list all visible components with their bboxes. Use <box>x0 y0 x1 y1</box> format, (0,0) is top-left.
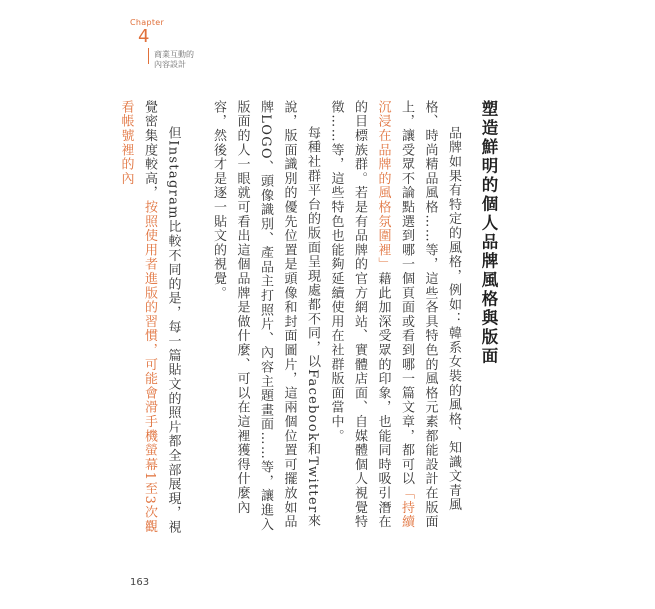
paragraph-2-text: 每種社群平台的版面呈現處都不同，以Facebook和Twitter來說，版面識別的優先位置是頭像和封面圖片，這兩個位置可擺放如品牌LOGO、頭像識別、產品主打照片、內容主題畫面……等，讓進入版面的人一眼就可看出這個品牌是做什麼、可以在這裡獲得什麼內容，然後才是逐一貼文的視覺。 <box>211 100 320 532</box>
paragraph-1-text-end: 藉此加深受眾的印象，也能同時吸引潛在的目標族群。若是有品牌的官方網站、實體店面、自媒體個人視覺特徵……等，這些特色也能夠延續使用在社群版面當中。 <box>328 100 391 530</box>
section-heading: 塑造鮮明的個人品牌風格與版面 <box>479 100 498 366</box>
vertical-body-text <box>118 100 500 540</box>
chapter-divider <box>148 48 149 64</box>
paragraph-1-text: 品牌如果有特定的風格，例如：韓系女裝的風格、知識文青風格、時尚精品風格……等，這些各具特色的風格元素都能設計在版面上，讓受眾不論點選到哪一個頁面或看到哪一篇文章，都可以 <box>399 100 461 529</box>
paragraph-3-highlight: 按照使用者進版的習慣，可能會滑手機螢幕1至3次觀看帳號裡的內 <box>118 100 157 534</box>
chapter-header <box>118 18 238 69</box>
chapter-number: 4 <box>138 26 150 47</box>
chapter-label: Chapter <box>130 18 165 27</box>
paragraph-1 <box>324 100 465 540</box>
chapter-title <box>154 50 194 70</box>
paragraph-1-highlight: 「持續沉浸在品牌的風格氛圍裡」 <box>375 100 414 530</box>
paragraph-3-text: 但Instagram比較不同的是，每一篇貼文的照片都全部展現，視覺密集度較高， <box>142 100 181 535</box>
page-number: 163 <box>130 577 150 588</box>
paragraph-2 <box>207 100 325 540</box>
chapter-title-line-1: 商業互動的 <box>154 50 194 59</box>
chapter-title-line-2: 內容設計 <box>154 60 186 69</box>
paragraph-3 <box>114 100 185 540</box>
